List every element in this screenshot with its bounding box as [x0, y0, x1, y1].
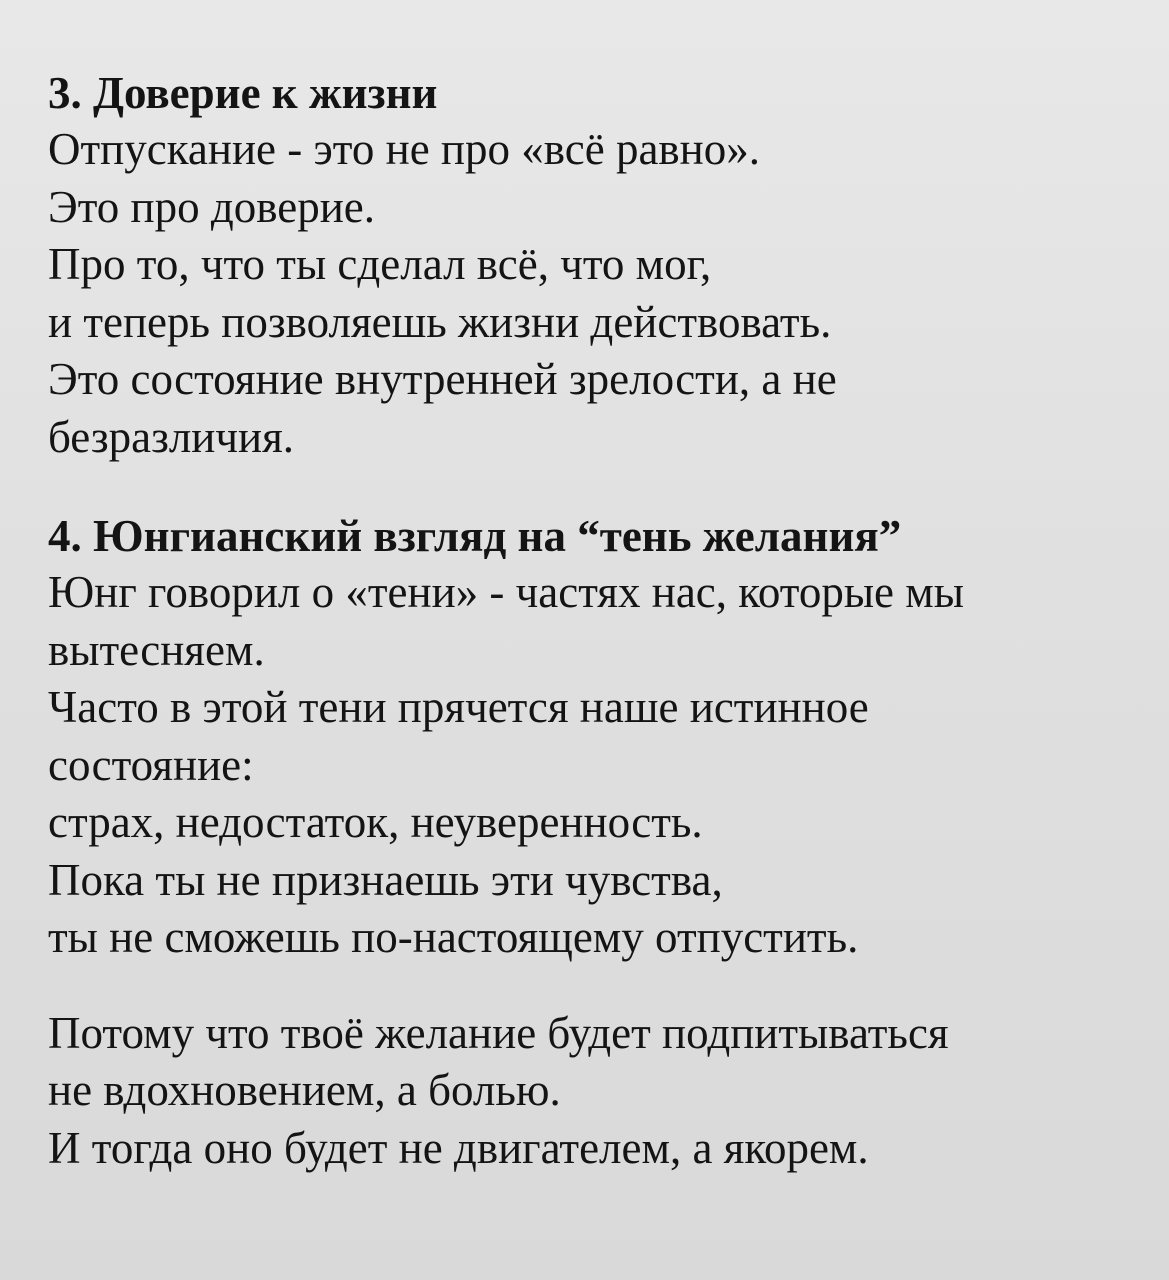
text-line: И тогда оно будет не двигателем, а якорем.	[48, 1122, 869, 1173]
text-line: Это про доверие.	[48, 181, 376, 232]
section-jungian-view	[48, 508, 1129, 967]
text-line: не вдохновением, а болью.	[48, 1065, 561, 1115]
text-line: Это состояние внутренней зрелости, а не	[48, 354, 837, 404]
text-line: безразличия.	[48, 411, 295, 462]
text-line: Пока ты не признаешь эти чувства,	[48, 854, 723, 905]
text-line: ты не сможешь по-настоящему отпустить.	[48, 912, 859, 962]
text-line: состояние:	[48, 739, 254, 790]
section-trust-in-life	[48, 65, 1129, 466]
section-conclusion	[48, 1005, 1129, 1178]
section-heading: 3. Доверие к жизни	[48, 68, 438, 118]
text-line: Про то, что ты сделал всё, что мог,	[48, 239, 712, 289]
paragraph-gap	[48, 967, 1129, 1005]
text-line: Юнг говорил о «тени» - частях нас, которые мы	[48, 567, 964, 617]
text-line: страх, недостаток, неуверенность.	[48, 797, 703, 847]
text-line: вытесняем.	[48, 624, 265, 675]
text-line: Часто в этой тени прячется наше истинное	[48, 682, 869, 732]
text-line: Потому что твоё желание будет подпитываться	[48, 1007, 949, 1058]
section-heading: 4. Юнгианский взгляд на “тень желания”	[48, 511, 902, 561]
text-line: Отпускание - это не про «всё равно».	[48, 124, 761, 174]
paragraph-gap	[48, 466, 1129, 508]
text-line: и теперь позволяешь жизни действовать.	[48, 296, 832, 347]
